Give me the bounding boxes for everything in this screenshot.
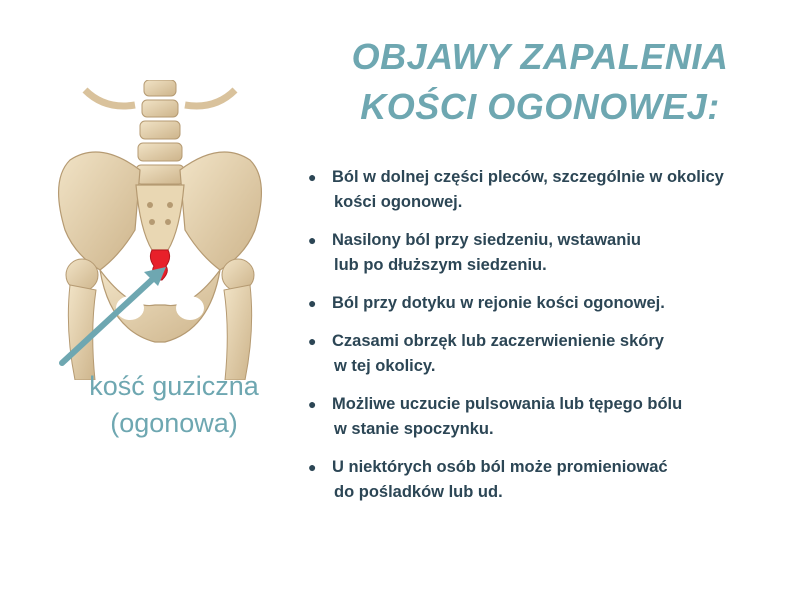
page-title [330,32,750,132]
lumbar-spine [136,80,184,184]
left-hip-bone [59,152,140,270]
symptom-text-continued: w stanie spoczynku. [334,420,494,438]
rib-left [85,90,135,106]
symptom-text-continued: kości ogonowej. [334,193,463,211]
bullet-icon: ● [308,295,317,311]
caption-line-2: (ogonowa) [110,408,238,438]
bullet-icon: ● [308,333,317,349]
symptom-text-continued: w tej okolicy. [334,357,436,375]
right-femur [222,259,254,380]
symptom-item [300,455,795,505]
symptom-text: Ból przy dotyku w rejonie kości ogonowej. [332,294,665,312]
bullet-icon: ● [308,459,317,475]
sacrum [136,185,184,250]
symptom-text-continued: lub po dłuższym siedzeniu. [334,256,547,274]
symptom-text: U niektórych osób ból może promieniować [332,458,668,476]
symptom-item [300,329,795,379]
symptom-list [300,165,795,518]
symptom-text: Ból w dolnej części pleców, szczególnie w okolicy [332,168,724,186]
right-obturator [176,296,204,320]
rib-right [185,90,235,106]
bullet-icon: ● [308,169,317,185]
symptom-text: Czasami obrzęk lub zaczerwienienie skóry [332,332,664,350]
symptom-item [300,228,795,278]
title-line-2: KOŚCI OGONOWEJ: [360,86,720,127]
symptom-text-continued: do pośladków lub ud. [334,483,503,501]
symptom-item [300,291,795,316]
symptom-item [300,392,795,442]
caption-line-1: kość guziczna [89,371,259,401]
symptom-text: Nasilony ból przy siedzeniu, wstawaniu [332,231,641,249]
pelvis-illustration [40,80,280,380]
bullet-icon: ● [308,232,317,248]
coccyx-caption [60,368,288,442]
title-line-1: OBJAWY ZAPALENIA [351,36,729,77]
bullet-icon: ● [308,396,317,412]
symptom-text: Możliwe uczucie pulsowania lub tępego bólu [332,395,683,413]
right-hip-bone [180,152,261,270]
symptom-item [300,165,795,215]
left-femur [66,259,98,380]
pelvis-image [40,80,280,380]
